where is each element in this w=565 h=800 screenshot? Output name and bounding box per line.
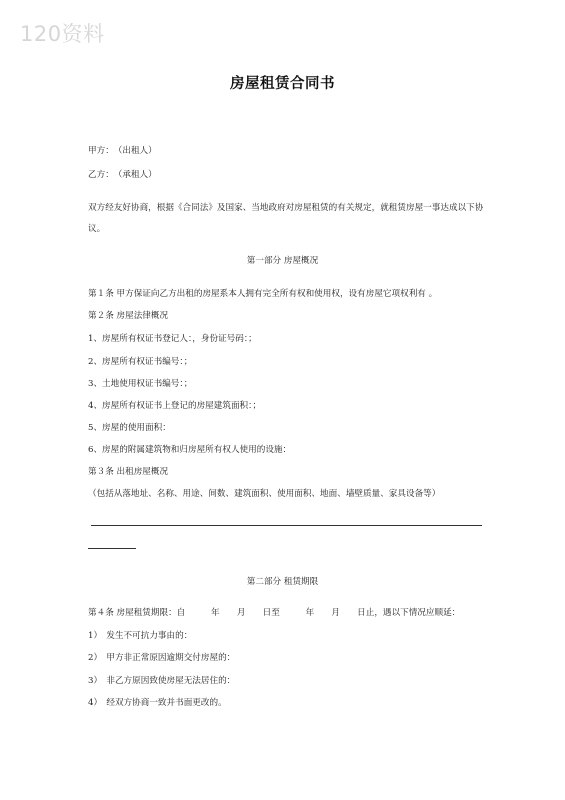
fill-in-line bbox=[91, 525, 482, 526]
legal-item-6: 6、房屋的附属建筑物和归房屋所有权人使用的设施： bbox=[88, 445, 292, 455]
term-item-1: 1） 发生不可抗力事由的： bbox=[88, 631, 193, 641]
document-title: 房屋租赁合同书 bbox=[230, 75, 335, 92]
term-item-2: 2） 甲方非正常原因逾期交付房屋的： bbox=[88, 653, 236, 663]
watermark-logo: 120资料 bbox=[20, 22, 105, 46]
legal-item-4: 4、房屋所有权证书上登记的房屋建筑面积：； bbox=[88, 401, 262, 411]
clause-3-note: （包括从落地址、名称、用途、间数、建筑面积、使用面积、地面、墙壁质量、家具设备等） bbox=[88, 489, 441, 499]
clause-2: 第２条 房屋法律概况 bbox=[88, 311, 169, 321]
term-item-3: 3） 非乙方原因致使房屋无法居住的： bbox=[88, 676, 236, 686]
legal-item-5: 5、房屋的使用面积： bbox=[88, 423, 171, 433]
part1-heading: 第一部分 房屋概况 bbox=[246, 256, 319, 266]
party-a-line: 甲方： （出租人） bbox=[88, 146, 157, 156]
legal-item-2: 2、房屋所有权证书编号：； bbox=[88, 357, 193, 367]
party-b-line: 乙方： （承租人） bbox=[88, 170, 157, 180]
part2-heading: 第二部分 租赁期限 bbox=[246, 577, 319, 587]
clause-1: 第１条 甲方保证向乙方出租的房屋系本人拥有完全所有权和使用权，设有房屋它项权利有 。 bbox=[88, 289, 438, 299]
clause-3: 第３条 出租房屋概况 bbox=[88, 467, 169, 477]
legal-item-3: 3、土地使用权证书编号：； bbox=[88, 379, 193, 389]
intro-line-1: 双方经友好协商，根据《合同法》及国家、当地政府对房屋租赁的有关规定，就租赁房屋一事达成以下协 bbox=[88, 203, 484, 213]
term-item-4: 4） 经双方协商一致并书面更改的。 bbox=[88, 698, 227, 708]
legal-item-1: 1、房屋所有权证书登记人：，身份证号码：； bbox=[88, 334, 257, 344]
clause-4: 第４条 房屋租赁期限：自 年 月 日至 年 月 日止，遇以下情况应顺延： bbox=[88, 608, 461, 618]
fill-in-line-short bbox=[88, 548, 136, 549]
intro-line-2: 议。 bbox=[88, 224, 106, 234]
